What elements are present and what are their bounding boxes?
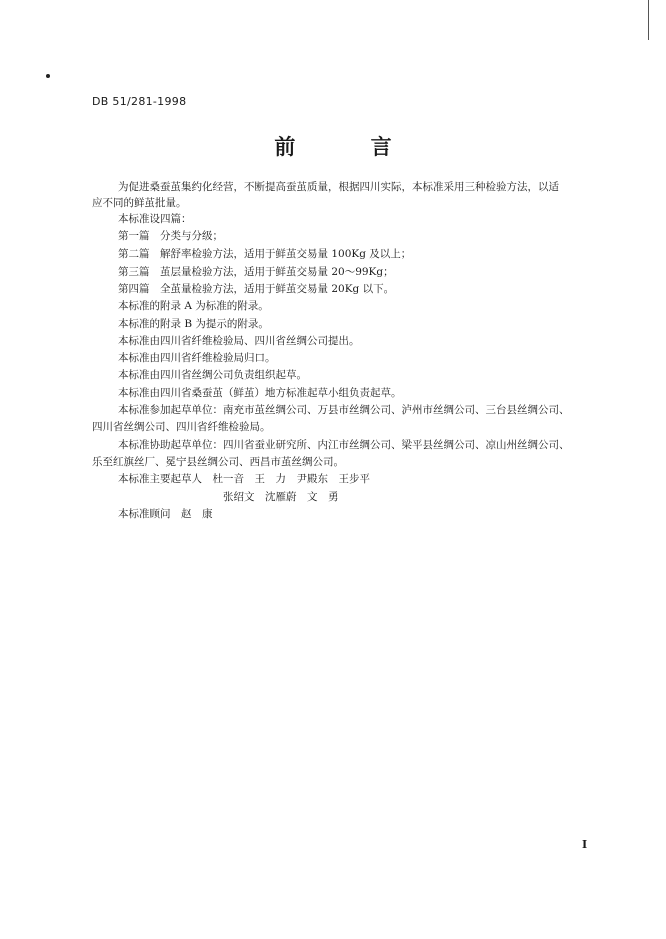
page-title: 前 言 [274, 134, 426, 159]
text-line: 本标准协助起草单位：四川省蚕业研究所、内江市丝绸公司、梁平县丝绸公司、凉山州丝绸公司、 [118, 439, 570, 451]
text-line: 本标准顾问 赵 康 [118, 508, 213, 520]
text-line: 本标准由四川省纤维检验局归口。 [118, 352, 276, 364]
text-line: 本标准设四篇： [118, 213, 192, 225]
text-line: 本标准的附录 B 为提示的附录。 [118, 318, 269, 330]
text-line: 应不同的鲜茧批量。 [92, 197, 187, 209]
text-line: 四川省丝绸公司、四川省纤维检验局。 [92, 421, 271, 433]
text-line: 张绍文 沈雁蔚 文 勇 [223, 491, 339, 503]
text-line: 本标准由四川省纤维检验局、四川省丝绸公司提出。 [118, 335, 360, 347]
text-line: 第二篇 解舒率检验方法，适用于鲜茧交易量 100Kg 及以上； [118, 248, 412, 260]
text-line: 本标准由四川省桑蚕茧（鲜茧）地方标准起草小组负责起草。 [118, 387, 402, 399]
scan-edge-mark [648, 0, 649, 40]
standard-code: DB 51/281-1998 [92, 95, 187, 108]
text-line: 第一篇 分类与分级； [118, 230, 223, 242]
text-line: 乐至红旗丝厂、冕宁县丝绸公司、西昌市茧丝绸公司。 [92, 456, 344, 468]
page-number: I [582, 838, 588, 851]
text-line: 本标准的附录 A 为标准的附录。 [118, 300, 269, 312]
scan-speck [46, 74, 50, 78]
text-line: 第四篇 全茧量检验方法，适用于鲜茧交易量 20Kg 以下。 [118, 283, 395, 295]
text-line: 为促进桑蚕茧集约化经营，不断提高蚕茧质量，根据四川实际，本标准采用三种检验方法，以适 [118, 181, 559, 193]
text-line: 本标准主要起草人 杜一音 王 力 尹殿东 王步平 [118, 473, 370, 485]
text-line: 本标准由四川省丝绸公司负责组织起草。 [118, 369, 307, 381]
text-line: 第三篇 茧层量检验方法，适用于鲜茧交易量 20～99Kg； [118, 266, 394, 278]
text-line: 本标准参加起草单位：南充市茧丝绸公司、万县市丝绸公司、泸州市丝绸公司、三台县丝绸公司、 [118, 404, 570, 416]
